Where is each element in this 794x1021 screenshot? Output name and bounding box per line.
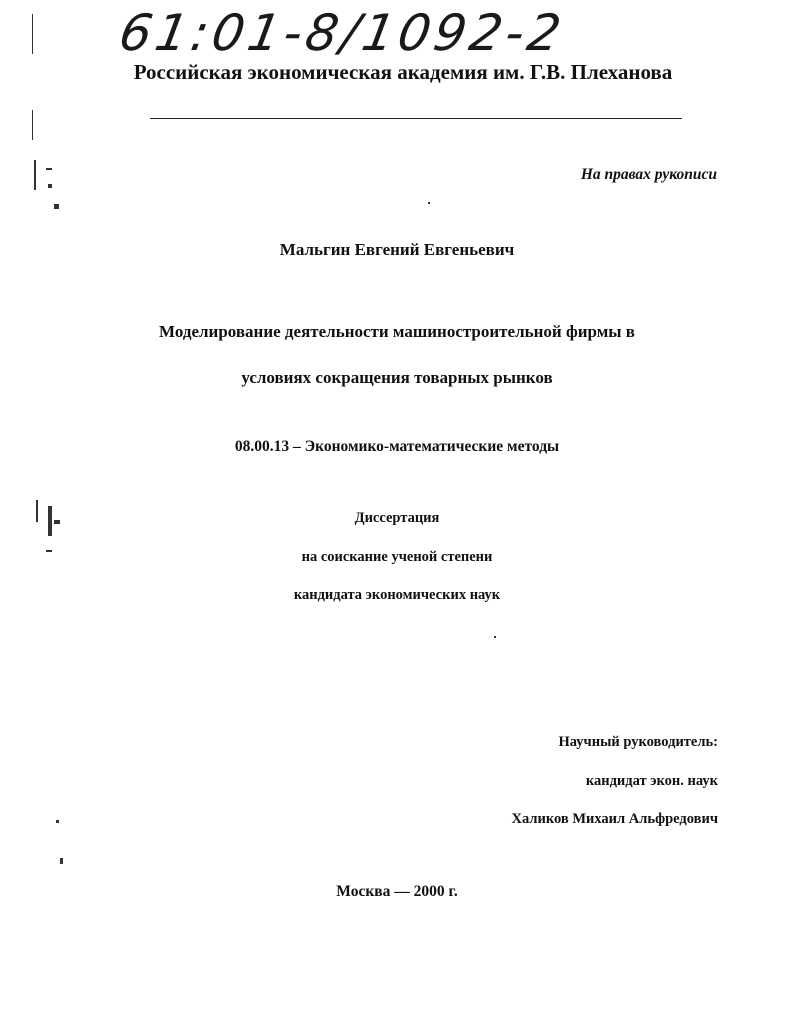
degree-name: кандидата экономических наук (293, 587, 501, 603)
scan-artifact (428, 202, 430, 204)
scan-artifact (494, 636, 496, 638)
place-and-year: Москва — 2000 г. (336, 883, 458, 900)
author-name: Мальгин Евгений Евгеньевич (279, 240, 515, 259)
scan-artifact (48, 506, 52, 536)
scan-artifact (54, 204, 59, 209)
dissertation-title-line-1: Моделирование деятельности машиностроительной фирмы в (159, 322, 635, 341)
scan-artifact (54, 520, 60, 524)
advisor-degree: кандидат экон. наук (585, 773, 718, 789)
institution-name: Российская экономическая академия им. Г.В. Плеханова (133, 60, 673, 84)
advisor-label: Научный руководитель: (558, 734, 718, 750)
rights-note: На правах рукописи (580, 166, 717, 183)
scan-artifact (48, 184, 52, 188)
scan-artifact (46, 550, 52, 552)
scan-artifact (32, 110, 33, 140)
handwritten-catalog-code: 61:01-8/1092-2 (114, 4, 570, 62)
scan-artifact (32, 14, 33, 54)
header-rule (150, 118, 682, 119)
scan-artifact (46, 168, 52, 170)
advisor-name: Халиков Михаил Альфредович (511, 811, 718, 827)
scan-artifact (34, 160, 36, 190)
scan-artifact (36, 500, 38, 522)
dissertation-label: Диссертация (354, 510, 440, 526)
dissertation-title-line-2: условиях сокращения товарных рынков (241, 368, 553, 387)
degree-purpose: на соискание ученой степени (301, 549, 493, 565)
specialty-code: 08.00.13 – Экономико-математические методы (234, 438, 560, 455)
scan-artifact (60, 858, 63, 864)
scan-artifact (56, 820, 59, 823)
